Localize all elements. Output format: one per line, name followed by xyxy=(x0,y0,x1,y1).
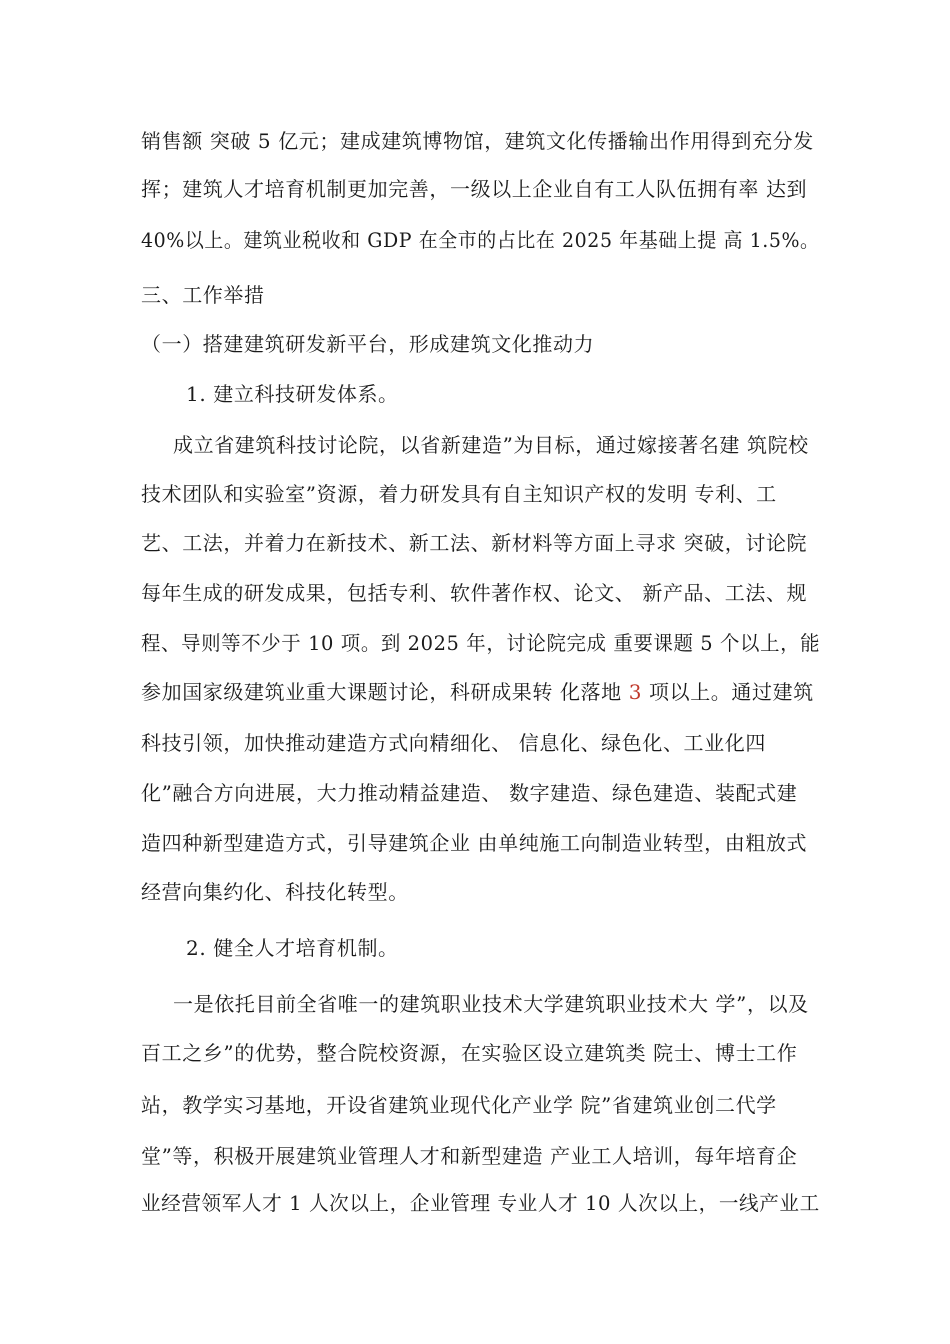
item2-line-2: 百工之乡”的优势，整合院校资源，在实验区设立建筑类 院士、博士工作 xyxy=(141,1041,798,1065)
item2-title: 2. 健全人才培育机制。 xyxy=(186,936,399,960)
item1-line-10: 经营向集约化、科技化转型。 xyxy=(141,880,409,904)
item1-line-6-after: 项以上。通过建筑 xyxy=(642,680,814,704)
intro-line-3: 40%以上。建筑业税收和 GDP 在全市的占比在 2025 年基础上提 高 1.5%。 xyxy=(141,228,820,252)
item1-line-6 xyxy=(141,679,814,705)
item2-line-1: 一是依托目前全省唯一的建筑职业技术大学建筑职业技术大 学”，以及 xyxy=(173,992,809,1016)
item1-line-3: 艺、工法，并着力在新技术、新工法、新材料等方面上寻求 突破，讨论院 xyxy=(141,531,808,555)
item2-line-3: 站，教学实习基地，开设省建筑业现代化产业学 院”省建筑业创二代学 xyxy=(141,1093,777,1117)
item1-line-5: 程、导则等不少于 10 项。到 2025 年，讨论院完成 重要课题 5 个以上，能 xyxy=(141,631,821,655)
item1-line-8: 化”融合方向进展，大力推动精益建造、 数字建造、绿色建造、装配式建 xyxy=(141,781,798,805)
intro-line-2: 挥；建筑人才培育机制更加完善，一级以上企业自有工人队伍拥有率 达到 xyxy=(141,177,808,201)
item2-line-5: 业经营领军人才 1 人次以上，企业管理 专业人才 10 人次以上，一线产业工 xyxy=(141,1191,820,1215)
item2-line-4: 堂”等，积极开展建筑业管理人才和新型建造 产业工人培训，每年培育企 xyxy=(141,1144,798,1168)
intro-line-1: 销售额 突破 5 亿元；建成建筑博物馆，建筑文化传播输出作用得到充分发 xyxy=(141,129,814,153)
subsection-heading: （一）搭建建筑研发新平台，形成建筑文化推动力 xyxy=(141,332,595,356)
item1-line-2: 技术团队和实验室”资源，着力研发具有自主知识产权的发明 专利、工 xyxy=(141,482,777,506)
item1-line-1: 成立省建筑科技讨论院，以省新建造”为目标，通过嫁接著名建 筑院校 xyxy=(173,433,809,457)
item1-line-9: 造四种新型建造方式，引导建筑企业 由单纯施工向制造业转型，由粗放式 xyxy=(141,831,808,855)
item1-line-6-before: 参加国家级建筑业重大课题讨论，科研成果转 化落地 xyxy=(141,680,629,704)
highlight-number: 3 xyxy=(628,680,643,704)
item1-line-7: 科技引领，加快推动建造方式向精细化、 信息化、绿色化、工业化四 xyxy=(141,731,766,755)
item1-title: 1. 建立科技研发体系。 xyxy=(186,382,399,406)
section-heading: 三、工作举措 xyxy=(141,283,265,307)
item1-line-4: 每年生成的研发成果，包括专利、软件著作权、论文、 新产品、工法、规 xyxy=(141,581,808,605)
